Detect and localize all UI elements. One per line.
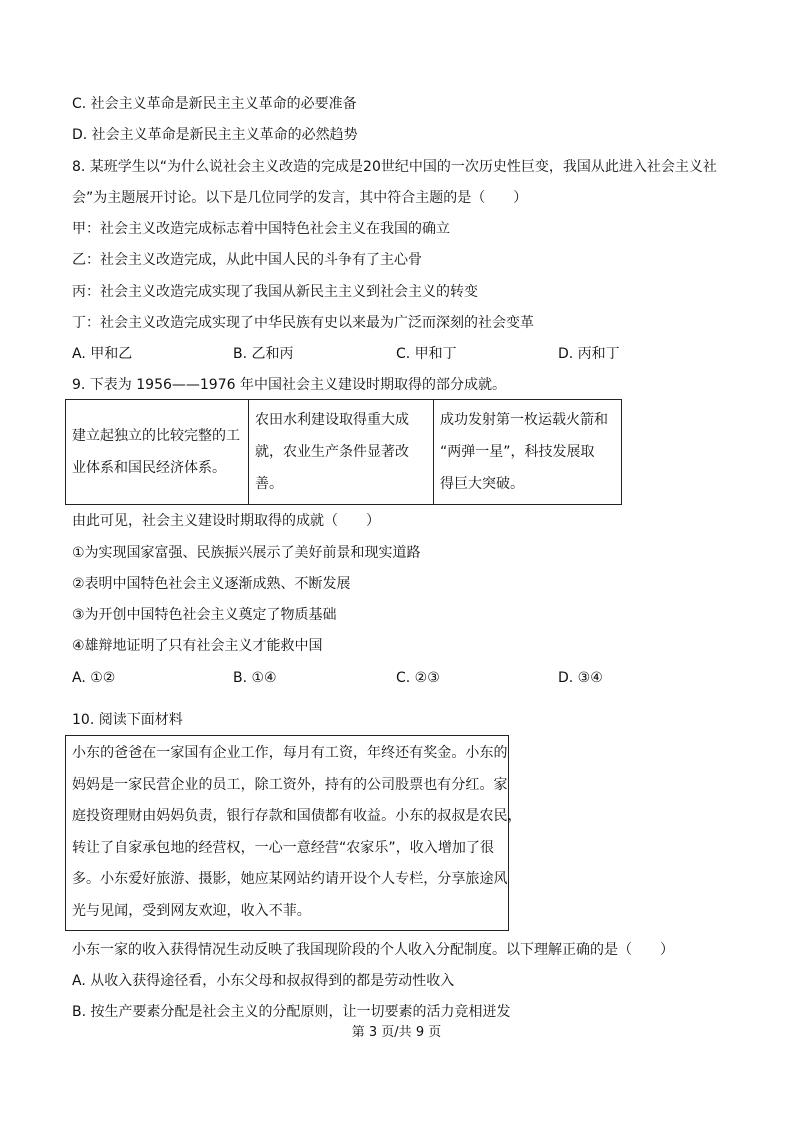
table-cell-technology: 成功发射第一枚运载火箭和 “两弹一星”，科技发展取 得巨大突破。	[434, 400, 622, 505]
q9-option-d: D. ③④	[558, 670, 603, 686]
material-line: 妈妈是一家民营企业的员工，除工资外，持有的公司股票也有分红。家	[72, 776, 508, 793]
q9-option-a: A. ①②	[72, 670, 116, 686]
material-line: 小东的爸爸在一家国有企业工作，每月有工资，年终还有奖金。小东的	[72, 745, 508, 761]
q8-stem-line-2: 会”为主题展开讨论。以下是几位同学的发言，其中符合主题的是（ ）	[72, 190, 528, 206]
q7-option-c: C. 社会主义革命是新民主主义革命的必要准备	[72, 96, 357, 112]
material-line: 转让了自家承包地的经营权，一心一意经营“农家乐”，收入增加了很	[72, 839, 495, 856]
q8-stem-line-1: 8. 某班学生以“为什么说社会主义改造的完成是20世纪中国的一次历史性巨变，我国从此进入社会主义社	[72, 159, 717, 175]
q8-option-c: C. 甲和丁	[396, 346, 457, 362]
q9-statement-3: ③为开创中国特色社会主义奠定了物质基础	[72, 607, 337, 623]
q9-statement-2: ②表明中国特色社会主义逐渐成熟、不断发展	[72, 576, 351, 592]
q8-option-b: B. 乙和丙	[233, 346, 294, 362]
q9-stem: 9. 下表为 1956——1976 年中国社会主义建设时期取得的部分成就。	[72, 377, 506, 393]
table-cell-industry: 建立起独立的比较完整的工 业体系和国民经济体系。	[66, 400, 249, 505]
q8-statement-ding: 丁：社会主义改造完成实现了中华民族有史以来最为广泛而深刻的社会变革	[72, 315, 534, 331]
material-line: 多。小东爱好旅游、摄影，她应某网站约请开设个人专栏，分享旅途风	[72, 871, 508, 887]
q10-stem: 10. 阅读下面材料	[72, 712, 183, 728]
q8-statement-bing: 丙：社会主义改造完成实现了我国从新民主主义到社会主义的转变	[72, 284, 478, 300]
q7-option-d: D. 社会主义革命是新民主主义革命的必然趋势	[72, 127, 358, 143]
q8-option-d: D. 丙和丁	[558, 346, 620, 362]
q10-material-box	[65, 735, 522, 931]
material-line: 光与见闻，受到网友欢迎，收入不菲。	[72, 902, 311, 919]
q8-statement-jia: 甲：社会主义改造完成标志着中国特色社会主义在我国的确立	[72, 221, 450, 237]
q10-option-b: B. 按生产要素分配是社会主义的分配原则，让一切要素的活力竞相迸发	[72, 1004, 511, 1020]
table-row	[66, 400, 622, 505]
material-line: 庭投资理财由妈妈负责，银行存款和国债都有收益。小东的叔叔是农民，	[72, 808, 522, 824]
q10-question: 小东一家的收入获得情况生动反映了我国现阶段的个人收入分配制度。以下理解正确的是（ ）	[72, 942, 674, 958]
q8-option-a: A. 甲和乙	[72, 346, 133, 362]
q9-achievements-table	[65, 399, 622, 505]
q9-option-c: C. ②③	[396, 670, 440, 686]
q8-statement-yi: 乙：社会主义改造完成，从此中国人民的斗争有了主心骨	[72, 252, 422, 268]
q9-option-b: B. ①④	[233, 670, 277, 686]
q10-option-a: A. 从收入获得途径看，小东父母和叔叔得到的都是劳动性收入	[72, 973, 455, 989]
page-footer: 第 3 页/共 9 页	[351, 1025, 442, 1040]
q9-question: 由此可见，社会主义建设时期取得的成就（ ）	[72, 513, 380, 529]
q9-statement-4: ④雄辩地证明了只有社会主义才能救中国	[72, 638, 323, 654]
q9-statement-1: ①为实现国家富强、民族振兴展示了美好前景和现实道路	[72, 545, 421, 561]
table-cell-agriculture: 农田水利建设取得重大成 就，农业生产条件显著改善。	[249, 400, 434, 505]
